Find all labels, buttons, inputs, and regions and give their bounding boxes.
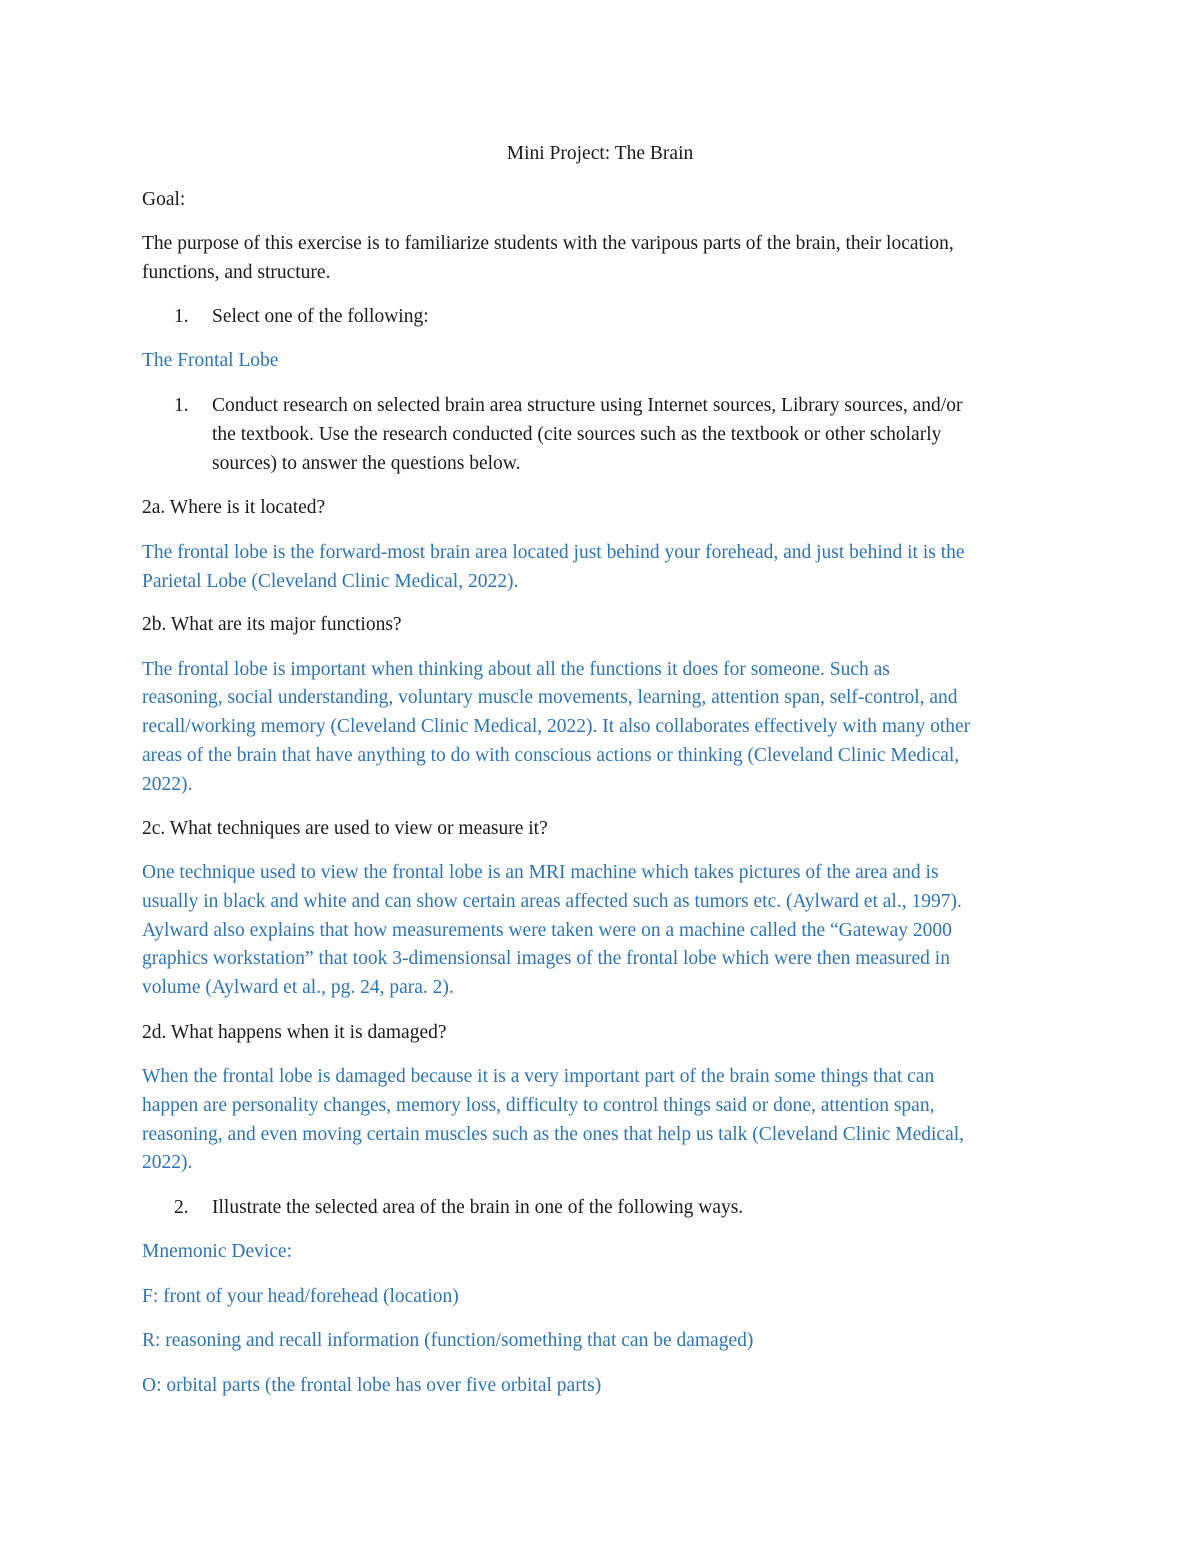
- purpose-line-1: The purpose of this exercise is to familiarize students with the varipous parts of the brain, their location,: [142, 233, 954, 254]
- research-line-2: the textbook. Use the research conducted (cite sources such as the textbook or other scholarly: [212, 424, 942, 445]
- step1-text: Select one of the following:: [212, 306, 429, 327]
- mnemonic-item-r: R: reasoning and recall information (function/something that can be damaged): [142, 1330, 754, 1351]
- question-2c: 2c. What techniques are used to view or measure it?: [142, 818, 548, 839]
- step1-number: 1.: [174, 306, 189, 327]
- mnemonic-heading: Mnemonic Device:: [142, 1241, 292, 1262]
- research-line-3: sources) to answer the questions below.: [212, 453, 521, 474]
- question-2a: 2a. Where is it located?: [142, 497, 326, 518]
- answer-2b-line-2: reasoning, social understanding, voluntary muscle movements, learning, attention span, self-control, and: [142, 687, 958, 708]
- step2-text: Illustrate the selected area of the brain in one of the following ways.: [212, 1197, 744, 1218]
- answer-2a-line-2: Parietal Lobe (Cleveland Clinic Medical, 2022).: [142, 571, 519, 592]
- answer-2c-line-3: Aylward also explains that how measurements were taken were on a machine called the “Gateway 2000: [142, 920, 952, 941]
- step2-number: 2.: [174, 1197, 189, 1218]
- research-number: 1.: [174, 395, 189, 416]
- answer-2a-line-1: The frontal lobe is the forward-most brain area located just behind your forehead, and just behind it is the: [142, 542, 965, 563]
- answer-2d-line-1: When the frontal lobe is damaged because it is a very important part of the brain some things that can: [142, 1066, 935, 1087]
- document-title: Mini Project: The Brain: [506, 143, 694, 164]
- answer-2c-line-1: One technique used to view the frontal lobe is an MRI machine which takes pictures of the area and is: [142, 862, 939, 883]
- mnemonic-item-f: F: front of your head/forehead (location): [142, 1286, 459, 1307]
- mnemonic-item-o: O: orbital parts (the frontal lobe has over five orbital parts): [142, 1375, 602, 1396]
- answer-2b-line-3: recall/working memory (Cleveland Clinic Medical, 2022). It also collaborates effectively with many other: [142, 716, 971, 737]
- answer-2b-line-1: The frontal lobe is important when thinking about all the functions it does for someone. Such as: [142, 659, 890, 680]
- question-2b: 2b. What are its major functions?: [142, 614, 402, 635]
- answer-2c-line-5: volume (Aylward et al., pg. 24, para. 2).: [142, 977, 454, 998]
- answer-2b-line-5: 2022).: [142, 774, 193, 795]
- answer-2c-line-2: usually in black and white and can show certain areas affected such as tumors etc. (Aylward et al., 1997).: [142, 891, 962, 912]
- purpose-line-2: functions, and structure.: [142, 262, 331, 283]
- answer-2d-line-4: 2022).: [142, 1152, 193, 1173]
- research-line-1: Conduct research on selected brain area structure using Internet sources, Library sources, and/or: [212, 395, 963, 416]
- selected-area: The Frontal Lobe: [142, 350, 279, 371]
- question-2d: 2d. What happens when it is damaged?: [142, 1022, 447, 1043]
- answer-2b-line-4: areas of the brain that have anything to do with conscious actions or thinking (Cleveland Clinic Medical,: [142, 745, 960, 766]
- answer-2c-line-4: graphics workstation” that took 3-dimensionsal images of the frontal lobe which were then measured in: [142, 948, 950, 969]
- goal-label: Goal:: [142, 189, 186, 210]
- answer-2d-line-2: happen are personality changes, memory loss, difficulty to control things said or done, attention span,: [142, 1095, 935, 1116]
- answer-2d-line-3: reasoning, and even moving certain muscles such as the ones that help us talk (Cleveland Clinic Medical,: [142, 1124, 965, 1145]
